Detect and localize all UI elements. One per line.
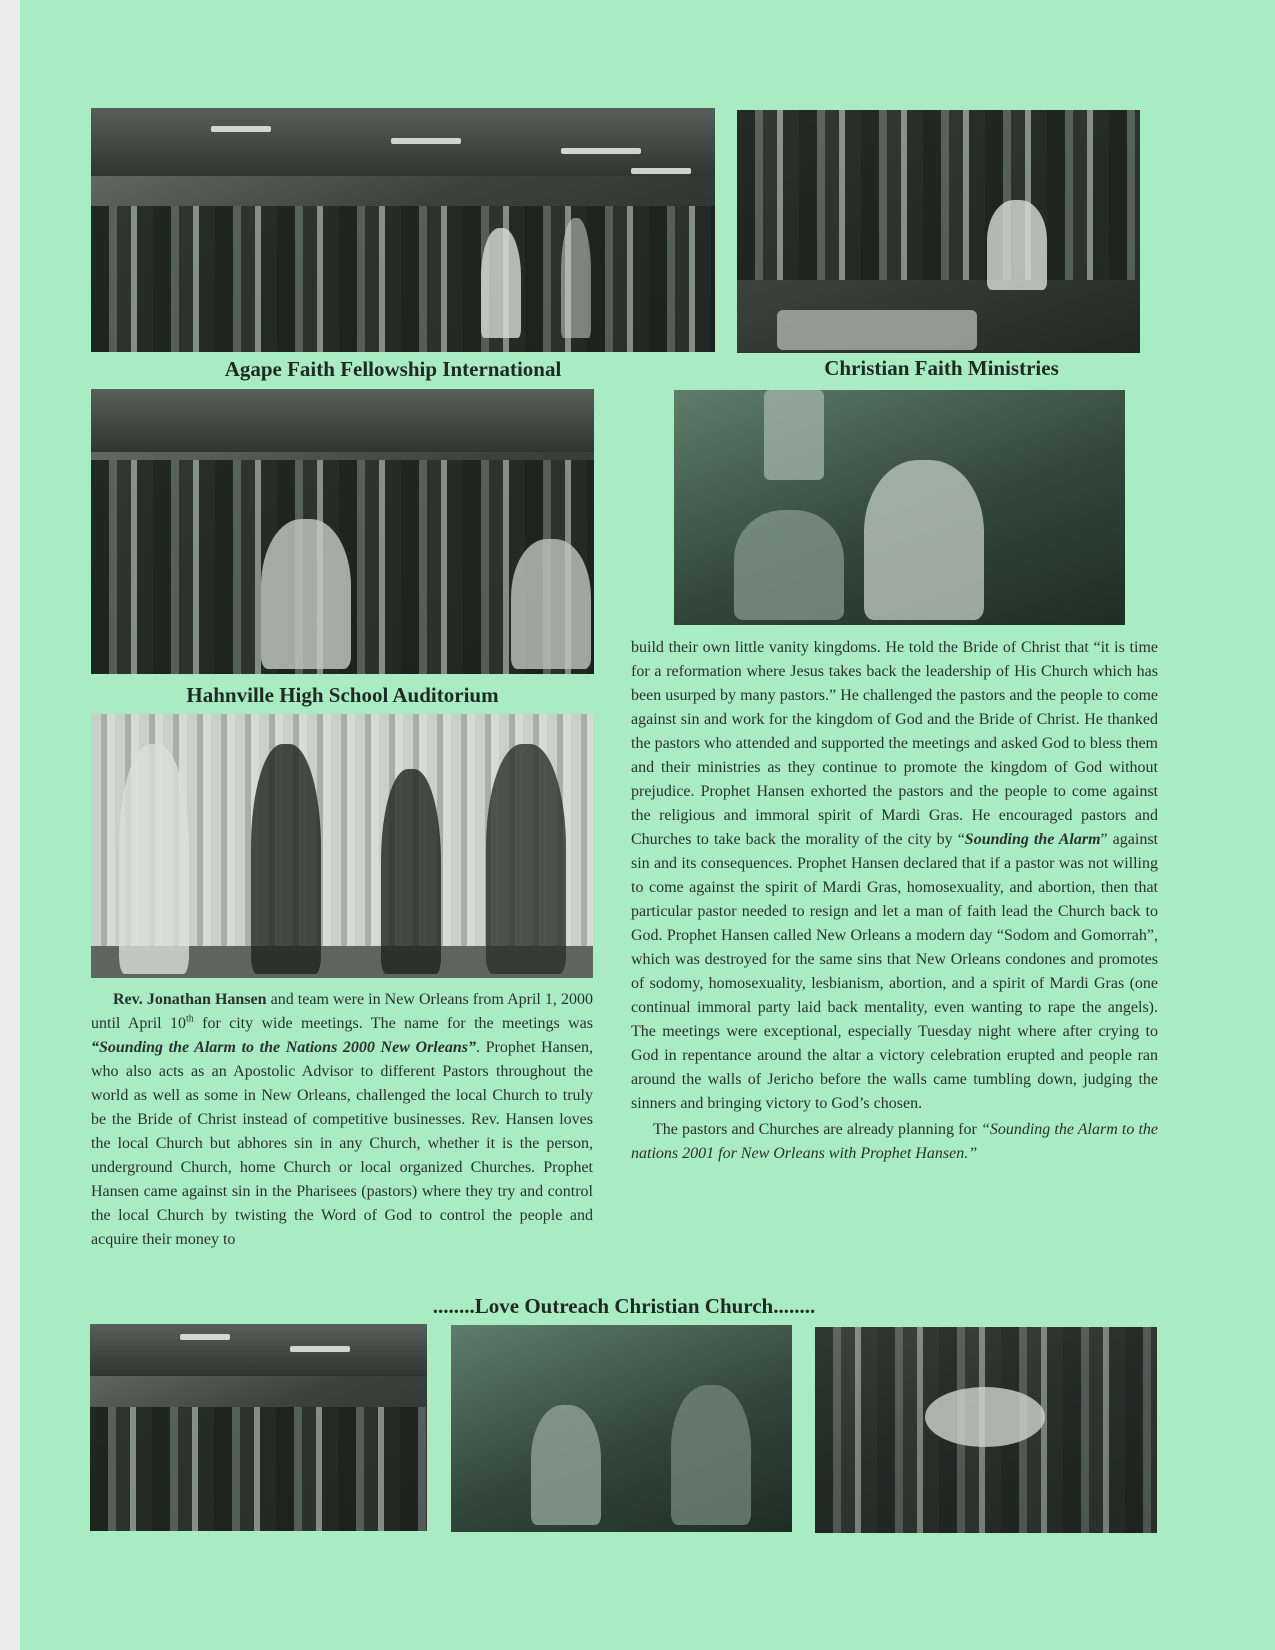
photo-christian-faith-prayer [737,110,1140,353]
article-intro-paragraph [91,988,593,1252]
caption-love-outreach: ........Love Outreach Christian Church........ [432,1294,816,1318]
page-edge [0,0,20,1650]
next-meeting-title: “Sounding the Alarm to the nations 2001 for New Orleans with Prophet Hansen.” [631,1121,1158,1162]
article-text: for city wide meetings. The name for the meetings was [193,1015,593,1032]
article-text: and team were in New Orleans from April 1, 2000 until April 10 [91,991,593,1032]
photo-hahnville-worship [91,389,594,674]
author-name: Rev. Jonathan Hansen [113,991,267,1008]
photo-love-outreach-hall [90,1324,427,1531]
photo-singers-stage [91,714,593,978]
caption-agape: Agape Faith Fellowship International [224,357,562,381]
article-closing-paragraph [631,1118,1158,1166]
article-text: ” against sin and its consequences. Prophet Hansen declared that if a pastor was not willing to come against the spirit of Mardi Gras, homosexuality, and abortion, then that particular pastor needed to resign and let a man of faith lead the Church back to God. Prophet Hansen called New Orleans a modern day “Sodom and Gomorrah”, which was destroyed for the same sins that New Orleans condones and promotes of sodomy, homosexuality, lesbianism, abortion, and a spirit of Mardi Gras (one continual immoral party laid back mentality, even wanting to rape the angels). The meetings were exceptional, especially Tuesday night where after crying to God in repentance around the altar a victory celebration erupted and people ran around the walls of Jericho before the walls came tumbling down, judging the sinners and bringing victory to God’s chosen. [631,831,1159,1112]
photo-christian-faith-altar [674,390,1125,625]
article-text: The pastors and Churches are already planning for [653,1121,981,1138]
photo-agape-congregation [91,108,715,352]
sounding-the-alarm-emphasis: Sounding the Alarm [964,831,1101,848]
meeting-title: “Sounding the Alarm to the Nations 2000 New Orleans” [91,1039,476,1056]
article-text: . Prophet Hansen, who also acts as an Apostolic Advisor to different Pastors throughout the world as well as some in New Orleans, challenged the local Church to truly be the Bride of Christ instead of competitive businesses. Rev. Hansen loves the local Church but abhores sin in any Church, whether it is the person, underground Church, home Church or local organized Churches. Prophet Hansen came against sin in the Pharisees (pastors) where they try and control the local Church by twisting the Word of God to control the people and acquire their money to [91,1039,594,1248]
caption-christian-faith: Christian Faith Ministries [824,356,1059,380]
caption-hahnville: Hahnville High School Auditorium [186,683,499,707]
article-continuation-paragraph [631,636,1158,1116]
photo-love-outreach-congregation [451,1325,792,1532]
article-text: build their own little vanity kingdoms. He told the Bride of Christ that “it is time for a reformation where Jesus takes back the leadership of His Church which has been usurped by many pastors.” He challenged the pastors and the people to come against sin and work for the kingdom of God and the Bride of Christ. He thanked the pastors who attended and supported the meetings and asked God to bless them and their ministries as they continue to promote the kingdom of God without prejudice. Prophet Hansen exhorted the pastors and the people to come against the religious and immoral spirit of Mardi Gras. He encouraged pastors and Churches to take back the morality of the city by “ [631,639,1158,848]
ordinal-suffix: th [185,1013,194,1025]
photo-love-outreach-altar [815,1327,1157,1533]
article-right-column [631,636,1158,1166]
article-left-column [91,988,593,1252]
